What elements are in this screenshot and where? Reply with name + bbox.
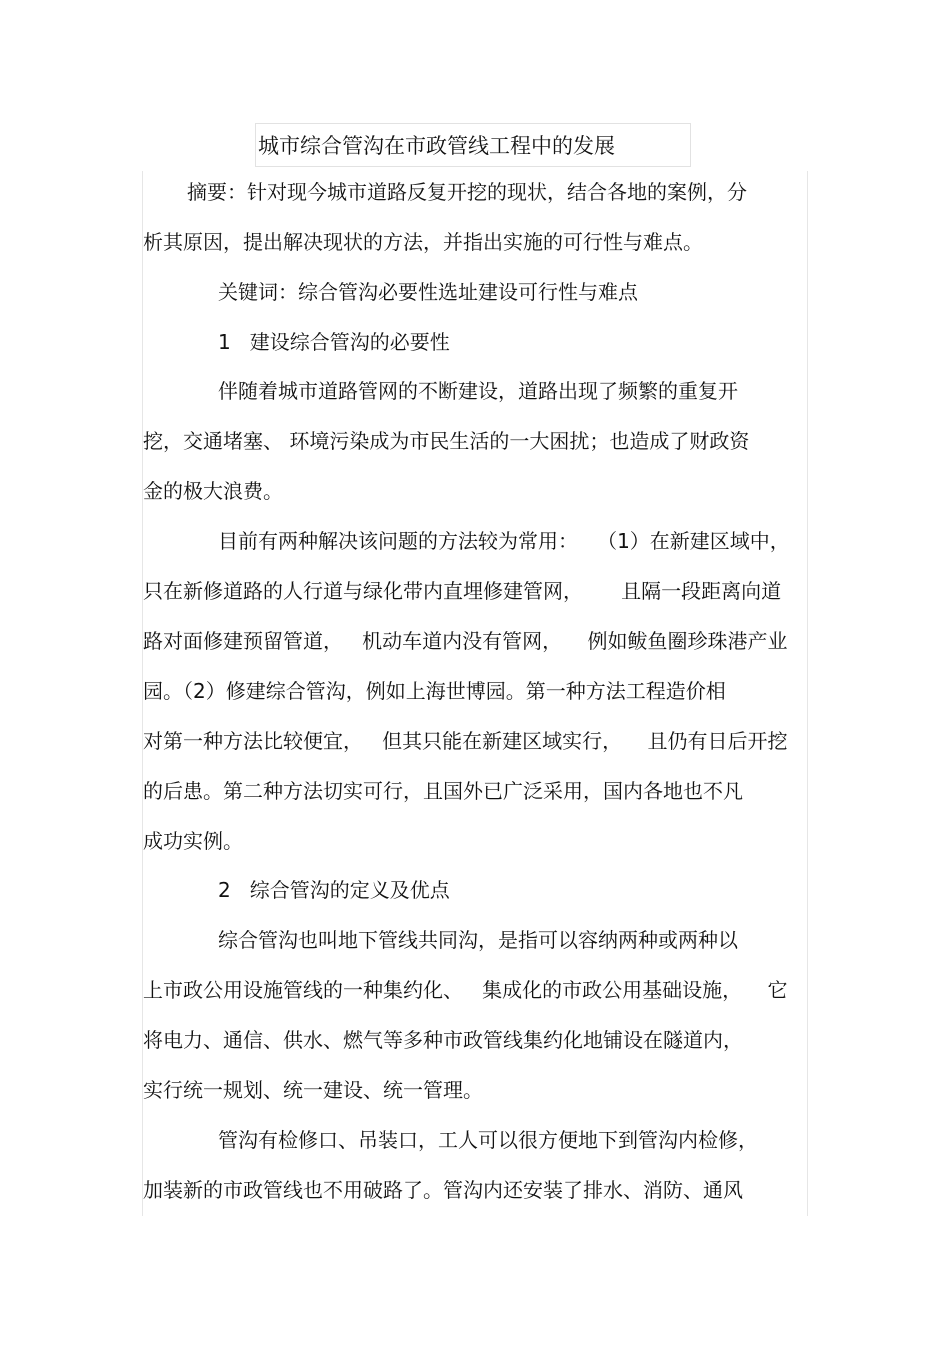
paragraph-line: 园。（2）修建综合管沟，例如上海世博园。第一种方法工程造价相: [143, 679, 726, 703]
keywords-line: 关键词：综合管沟必要性选址建设可行性与难点: [218, 280, 638, 304]
paragraph-line: 将电力、通信、供水、燃气等多种市政管线集约化地铺设在隧道内，: [143, 1028, 743, 1052]
document-title: 城市综合管沟在市政管线工程中的发展: [258, 134, 615, 158]
paragraph-line: 伴随着城市道路管网的不断建设，道路出现了频繁的重复开: [218, 379, 738, 403]
paragraph-line: 加装新的市政管线也不用破路了。管沟内还安装了排水、消防、通风: [143, 1178, 743, 1202]
section-1-heading: 1 建设综合管沟的必要性: [218, 330, 450, 354]
paragraph-line: 综合管沟也叫地下管线共同沟，是指可以容纳两种或两种以: [218, 928, 738, 952]
paragraph-line: 路对面修建预留管道， 机动车道内没有管网， 例如鲅鱼圈珍珠港产业: [143, 629, 788, 653]
paragraph-line: 挖，交通堵塞、 环境污染成为市民生活的一大困扰；也造成了财政资: [143, 429, 750, 453]
paragraph-line: 上市政公用设施管线的一种集约化、 集成化的市政公用基础设施， 它: [143, 978, 788, 1002]
paragraph-line: 实行统一规划、统一建设、统一管理。: [143, 1078, 483, 1102]
paragraph-line: 只在新修道路的人行道与绿化带内直埋修建管网， 且隔一段距离向道: [143, 579, 782, 603]
abstract-line-1: 摘要：针对现今城市道路反复开挖的现状，结合各地的案例，分: [187, 180, 747, 204]
paragraph-line: 成功实例。: [143, 829, 243, 853]
paragraph-line: 目前有两种解决该问题的方法较为常用： （1）在新建区域中，: [218, 529, 790, 553]
section-2-heading: 2 综合管沟的定义及优点: [218, 878, 450, 902]
paragraph-line: 管沟有检修口、吊装口，工人可以很方便地下到管沟内检修，: [218, 1128, 758, 1152]
paragraph-line: 对第一种方法比较便宜， 但其只能在新建区域实行， 且仍有日后开挖: [143, 729, 788, 753]
abstract-line-2: 析其原因，提出解决现状的方法，并指出实施的可行性与难点。: [143, 230, 703, 254]
paragraph-line: 的后患。第二种方法切实可行，且国外已广泛采用，国内各地也不凡: [143, 779, 743, 803]
paragraph-line: 金的极大浪费。: [143, 479, 283, 503]
